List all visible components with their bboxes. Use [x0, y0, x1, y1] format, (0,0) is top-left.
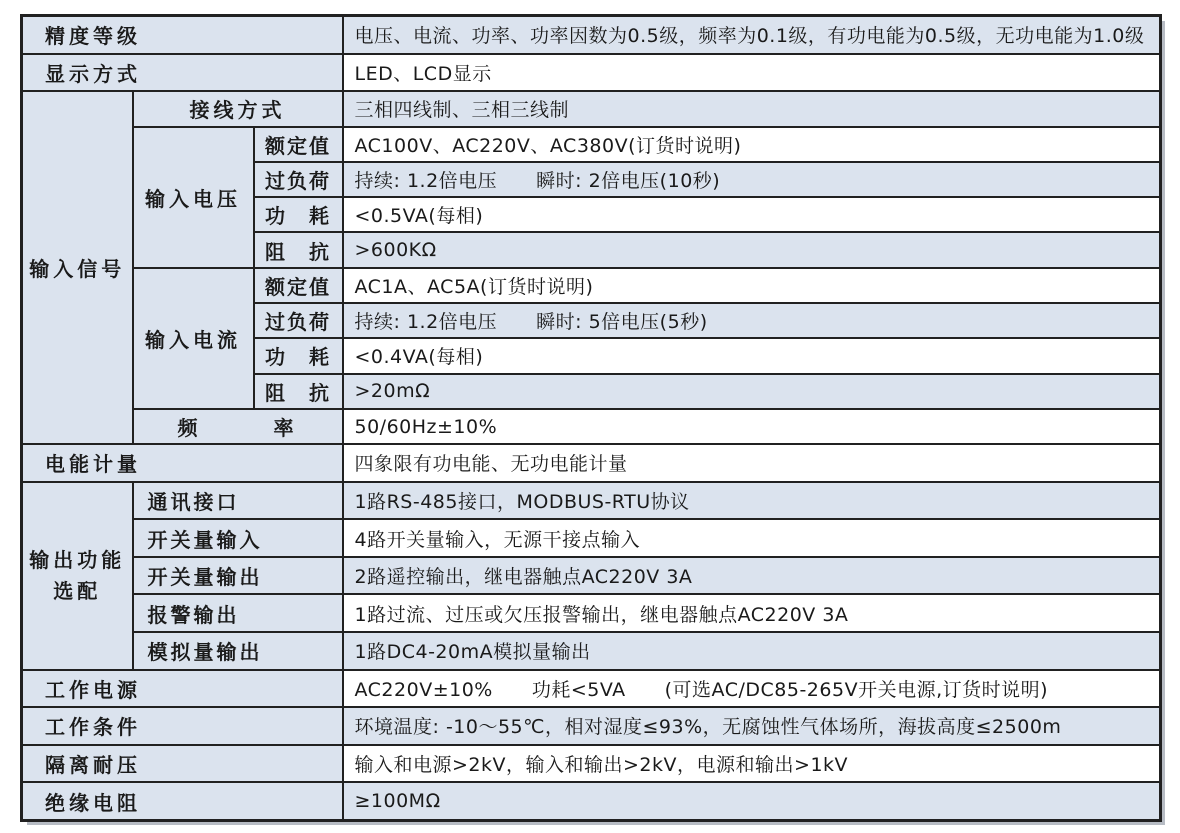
current-impedance-value: >20mΩ: [343, 374, 1161, 409]
current-consumption-label: 功 耗: [254, 338, 343, 373]
insulation-resistance-label: 绝缘电阻: [22, 782, 343, 820]
alarm-output-label: 报警输出: [133, 594, 343, 632]
current-consumption-value: <0.4VA(每相): [343, 338, 1161, 373]
voltage-consumption-label: 功 耗: [254, 197, 343, 232]
row-accuracy: [22, 16, 1161, 54]
voltage-rated-value: AC100V、AC220V、AC380V(订货时说明): [343, 127, 1161, 162]
comm-interface-value: 1路RS-485接口，MODBUS-RTU协议: [343, 482, 1161, 520]
alarm-output-value: 1路过流、过压或欠压报警输出，继电器触点AC220V 3A: [343, 594, 1161, 632]
voltage-consumption-value: <0.5VA(每相): [343, 197, 1161, 232]
input-voltage-group-label: 输入电压: [133, 127, 254, 268]
row-frequency: [22, 409, 1161, 444]
output-functions-line1: 输出功能: [29, 547, 126, 572]
current-overload-label: 过负荷: [254, 303, 343, 338]
current-rated-value: AC1A、AC5A(订货时说明): [343, 268, 1161, 303]
row-isolation-voltage: [22, 745, 1161, 783]
current-overload-value: 持续: 1.2倍电压 瞬时: 5倍电压(5秒): [343, 303, 1161, 338]
energy-metering-value: 四象限有功电能、无功电能计量: [343, 444, 1161, 482]
voltage-overload-value: 持续: 1.2倍电压 瞬时: 2倍电压(10秒): [343, 162, 1161, 197]
current-impedance-label: 阻 抗: [254, 374, 343, 409]
row-comm-interface: [22, 482, 1161, 520]
digital-output-value: 2路遥控输出，继电器触点AC220V 3A: [343, 557, 1161, 595]
row-power-supply: [22, 670, 1161, 708]
wiring-label: 接线方式: [133, 91, 343, 126]
wiring-value: 三相四线制、三相三线制: [343, 91, 1161, 126]
current-rated-label: 额定值: [254, 268, 343, 303]
spec-table: [20, 14, 1162, 822]
analog-output-value: 1路DC4-20mA模拟量输出: [343, 632, 1161, 670]
insulation-resistance-value: ≥100MΩ: [343, 782, 1161, 820]
frequency-value: 50/60Hz±10%: [343, 409, 1161, 444]
frequency-label: 频 率: [133, 409, 343, 444]
display-label: 显示方式: [22, 54, 343, 92]
input-current-group-label: 输入电流: [133, 268, 254, 409]
voltage-rated-label: 额定值: [254, 127, 343, 162]
input-signal-group-label: 输入信号: [22, 91, 133, 444]
row-digital-output: [22, 557, 1161, 595]
digital-output-label: 开关量输出: [133, 557, 343, 595]
voltage-impedance-value: >600KΩ: [343, 232, 1161, 267]
working-conditions-label: 工作条件: [22, 707, 343, 745]
voltage-impedance-label: 阻 抗: [254, 232, 343, 267]
accuracy-value: 电压、电流、功率、功率因数为0.5级，频率为0.1级，有功电能为0.5级，无功电能为1.0级: [343, 16, 1161, 54]
accuracy-label: 精度等级: [22, 16, 343, 54]
power-supply-label: 工作电源: [22, 670, 343, 708]
digital-input-value: 4路开关量输入，无源干接点输入: [343, 519, 1161, 557]
isolation-voltage-value: 输入和电源>2kV，输入和输出>2kV，电源和输出>1kV: [343, 745, 1161, 783]
output-functions-line2: 选配: [53, 578, 102, 603]
isolation-voltage-label: 隔离耐压: [22, 745, 343, 783]
row-alarm-output: [22, 594, 1161, 632]
output-functions-group-label: [22, 482, 133, 670]
row-display: [22, 54, 1161, 92]
row-wiring: [22, 91, 1161, 126]
energy-metering-label: 电能计量: [22, 444, 343, 482]
analog-output-label: 模拟量输出: [133, 632, 343, 670]
display-value: LED、LCD显示: [343, 54, 1161, 92]
working-conditions-value: 环境温度: -10～55℃，相对湿度≤93%，无腐蚀性气体场所，海拔高度≤2500m: [343, 707, 1161, 745]
row-analog-output: [22, 632, 1161, 670]
row-working-conditions: [22, 707, 1161, 745]
row-energy-metering: [22, 444, 1161, 482]
power-supply-value: AC220V±10% 功耗<5VA (可选AC/DC85-265V开关电源,订货时说明): [343, 670, 1161, 708]
voltage-overload-label: 过负荷: [254, 162, 343, 197]
row-digital-input: [22, 519, 1161, 557]
digital-input-label: 开关量输入: [133, 519, 343, 557]
row-insulation-resistance: [22, 782, 1161, 820]
row-voltage-rated: [22, 127, 1161, 162]
row-current-rated: [22, 268, 1161, 303]
comm-interface-label: 通讯接口: [133, 482, 343, 520]
